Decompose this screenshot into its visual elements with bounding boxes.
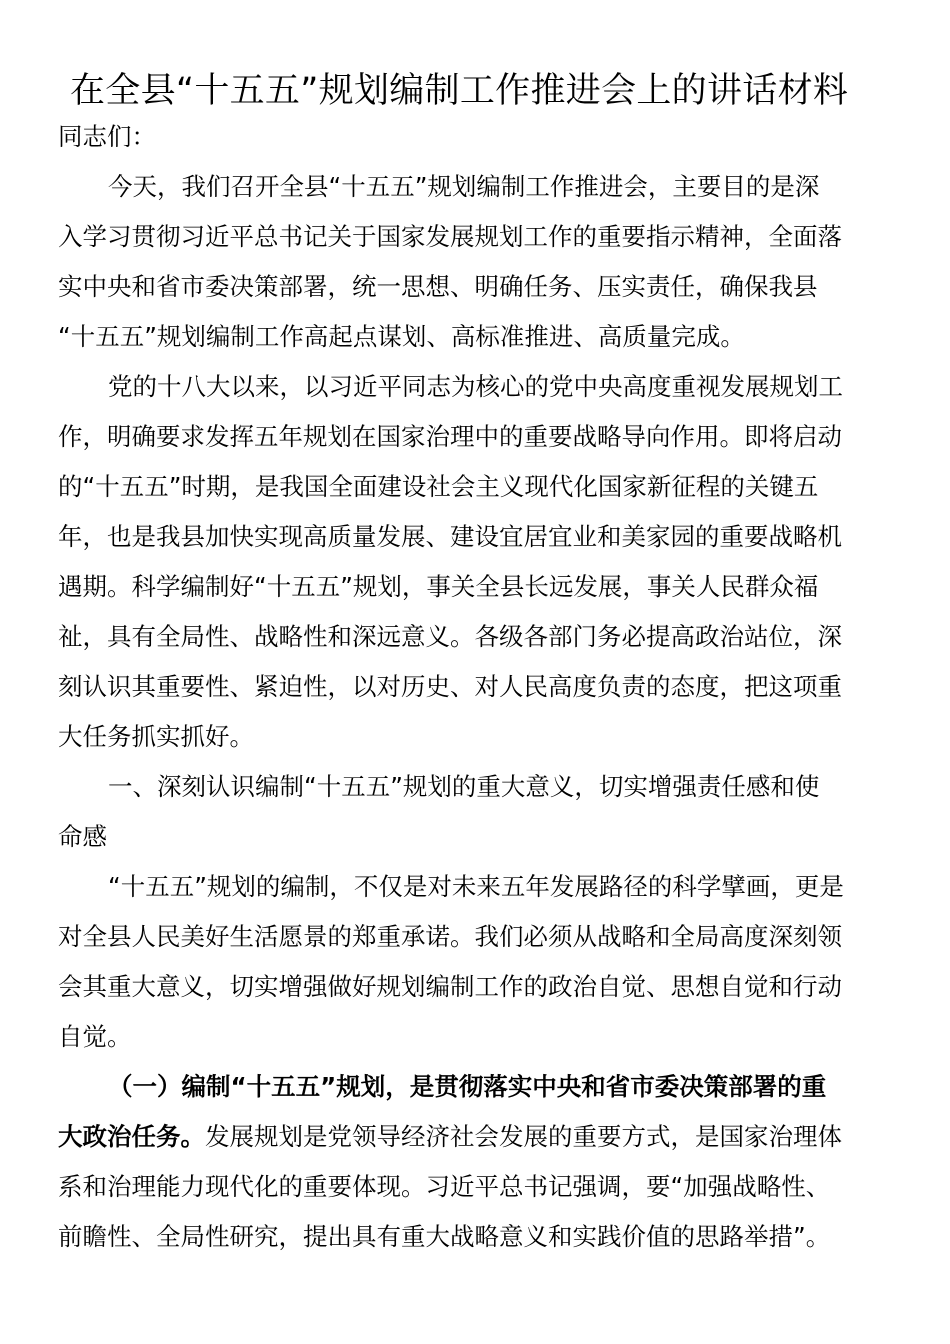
text-line: 入学习贯彻习近平总书记关于国家发展规划工作的重要指示精神，全面落 [58, 222, 842, 251]
paragraph-intro [58, 166, 898, 366]
subheading-bold: 大政治任务。 [58, 1122, 205, 1151]
text-line: 党的十八大以来，以习近平同志为核心的党中央高度重视发展规划工 [108, 372, 843, 401]
text-line: 会其重大意义，切实增强做好规划编制工作的政治自觉、思想自觉和行动 [58, 972, 842, 1001]
text-line: “十五五”规划的编制，不仅是对未来五年发展路径的科学擘画，更是 [108, 872, 844, 901]
subheading-bold: （一）编制“十五五”规划，是贯彻落实中央和省市委决策部署的重 [108, 1072, 827, 1101]
text-line: 祉，具有全局性、战略性和深远意义。各级各部门务必提高政治站位，深 [58, 622, 842, 651]
paragraph-background [58, 366, 898, 766]
text-line: 系和治理能力现代化的重要体现。习近平总书记强调，要“加强战略性、 [58, 1172, 831, 1201]
text-line: 一、深刻认识编制“十五五”规划的重大意义，切实增强责任感和使 [108, 772, 820, 801]
section-heading-1 [58, 766, 898, 866]
text-line: 实中央和省市委决策部署，统一思想、明确任务、压实责任，确保我县 [58, 272, 818, 301]
text-line [58, 1066, 898, 1116]
paragraph-significance [58, 866, 898, 1066]
text-line: 年，也是我县加快实现高质量发展、建设宜居宜业和美家园的重要战略机 [58, 522, 842, 551]
text-line: 大任务抓实抓好。 [58, 722, 254, 751]
text-span: 发展规划是党领导经济社会发展的重要方式，是国家治理体 [205, 1122, 842, 1151]
text-line [58, 1116, 898, 1166]
text-line: 自觉。 [58, 1022, 132, 1051]
salutation: 同志们： [58, 122, 156, 151]
text-line: 今天，我们召开全县“十五五”规划编制工作推进会，主要目的是深 [108, 172, 820, 201]
document-body [58, 116, 898, 1266]
text-line: 遇期。科学编制好“十五五”规划，事关全县长远发展，事关人民群众福 [58, 572, 819, 601]
text-line: 刻认识其重要性、紧迫性，以对历史、对人民高度负责的态度，把这项重 [58, 672, 842, 701]
text-line: 作，明确要求发挥五年规划在国家治理中的重要战略导向作用。即将启动 [58, 422, 842, 451]
text-line: 对全县人民美好生活愿景的郑重承诺。我们必须从战略和全局高度深刻领 [58, 922, 842, 951]
text-line: 前瞻性、全局性研究，提出具有重大战略意义和实践价值的思路举措”。 [58, 1222, 831, 1251]
document-title: 在全县“十五五”规划编制工作推进会上的讲话材料 [70, 71, 849, 111]
paragraph-subsection-1 [58, 1066, 898, 1266]
text-line: 的“十五五”时期，是我国全面建设社会主义现代化国家新征程的关键五 [58, 472, 819, 501]
text-line: 命感 [58, 822, 107, 851]
text-line: “十五五”规划编制工作高起点谋划、高标准推进、高质量完成。 [58, 322, 745, 351]
